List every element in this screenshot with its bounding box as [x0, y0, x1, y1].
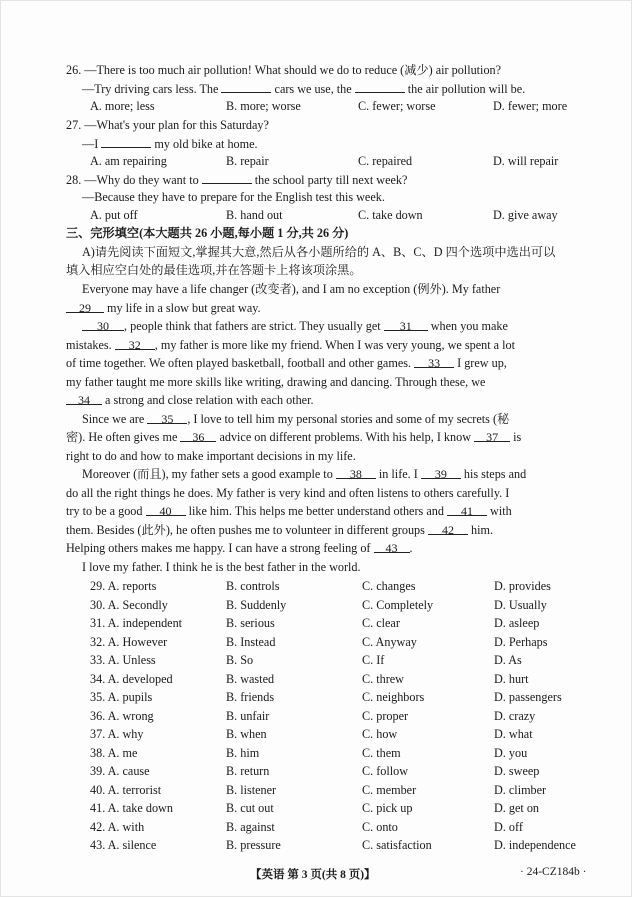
blank-43: 43	[374, 540, 410, 553]
q26-response: —Try driving cars less. The cars we use, the the air pollution will be.	[82, 82, 526, 96]
option-choice: 29. A. reports	[90, 579, 157, 593]
blank-38: 38	[336, 466, 376, 479]
option-choice: C. neighbors	[362, 690, 425, 704]
blank	[101, 135, 151, 148]
option-choice: 34. A. developed	[90, 671, 173, 686]
q26-stem: 26. —There is too much air pollution! What should we do to reduce (减少) air pollution?	[66, 63, 502, 77]
passage-line: 34 a strong and close relation with each other.	[66, 392, 314, 408]
option-choice: B. against	[226, 819, 275, 834]
option-choice: C. proper	[362, 708, 409, 723]
blank	[355, 80, 405, 93]
option: C. repaired	[358, 154, 413, 168]
option-choice: D. climber	[494, 782, 547, 797]
option-choice: D. hurt	[494, 671, 529, 686]
passage-line: 29 my life in a slow but great way.	[66, 300, 261, 316]
option-choice: B. listener	[226, 782, 277, 797]
option: A. am repairing	[90, 154, 167, 168]
blank-29: 29	[66, 300, 104, 313]
option-choice: C. satisfaction	[362, 838, 432, 852]
option-choice: C. onto	[362, 819, 398, 834]
option-choice: C. Completely	[362, 597, 434, 612]
passage-line: 30 , people think that fathers are strict. They usually get 31 when you make	[82, 318, 508, 334]
section-heading: 三、完形填空(本大题共 26 小题,每小题 1 分,共 26 分)	[66, 226, 349, 240]
option-choice: B. unfair	[226, 708, 270, 723]
blank-33: 33	[414, 355, 454, 368]
q27-response: —I my old bike at home.	[82, 137, 258, 151]
option-choice: B. wasted	[226, 671, 275, 686]
option: C. fewer; worse	[358, 99, 436, 113]
option: D. will repair	[493, 154, 559, 168]
option-choice: C. pick up	[362, 801, 413, 815]
q27-stem: 27. —What's your plan for this Saturday?	[66, 118, 269, 132]
passage-line: right to do and how to make important decisions in my life.	[66, 449, 356, 463]
option-choice: 38. A. me	[90, 745, 138, 760]
option-choice: 36. A. wrong	[90, 708, 154, 723]
option-choice: 35. A. pupils	[90, 690, 153, 704]
blank-40: 40	[146, 503, 186, 516]
option-choice: B. cut out	[226, 801, 274, 815]
passage-line: my father taught me more skills like writing, drawing and dancing. Through these, we	[66, 375, 486, 389]
section-instruction: A)请先阅读下面短文,掌握其大意,然后从各小题所给的 A、B、C、D 四个选项中选出可以	[82, 245, 556, 259]
option: C. take down	[358, 208, 423, 222]
option: B. hand out	[226, 208, 283, 222]
blank-32: 32	[115, 337, 155, 350]
option-choice: B. Instead	[226, 634, 276, 649]
blank-31: 31	[384, 318, 428, 331]
blank-41: 41	[447, 503, 487, 516]
passage-line: Helping others makes me happy. I can have a strong feeling of 43 .	[66, 541, 413, 555]
option-choice: B. when	[226, 727, 267, 741]
option: D. give away	[493, 208, 558, 222]
option-choice: 43. A. silence	[90, 838, 157, 852]
option-choice: D. independence	[494, 838, 576, 852]
option-choice: D. get on	[494, 801, 540, 815]
option-choice: D. Perhaps	[494, 634, 548, 649]
passage-line: of time together. We often played basketball, football and other games. 33 I grew up,	[66, 356, 507, 370]
option-choice: C. Anyway	[362, 634, 417, 649]
option-choice: 37. A. why	[90, 727, 144, 741]
option-choice: C. how	[362, 727, 398, 741]
option-choice: 33. A. Unless	[90, 653, 156, 667]
option-choice: C. changes	[362, 579, 416, 593]
option-choice: B. controls	[226, 579, 280, 593]
option-choice: 41. A. take down	[90, 801, 173, 815]
option: B. more; worse	[226, 99, 301, 113]
q28-response: —Because they have to prepare for the English test this week.	[82, 190, 385, 204]
option-choice: D. Usually	[494, 597, 547, 612]
option-choice: 39. A. cause	[90, 764, 150, 778]
option-choice: B. return	[226, 764, 270, 778]
option-choice: C. them	[362, 745, 401, 760]
option-choice: D. asleep	[494, 616, 540, 630]
page-footer: 【英语 第 3 页(共 8 页)】	[250, 869, 376, 881]
blank-30: 30	[82, 318, 124, 331]
blank-42: 42	[428, 522, 468, 535]
blank-37: 37	[474, 429, 510, 442]
option-choice: C. member	[362, 782, 417, 797]
passage-line: Everyone may have a life changer (改变者), and I am no exception (例外). My father	[82, 282, 501, 296]
option-choice: B. So	[226, 653, 254, 667]
passage-line: Since we are 35 , I love to tell him my personal stories and some of my secrets (秘	[82, 412, 510, 426]
option-choice: D. crazy	[494, 708, 536, 723]
option-choice: B. Suddenly	[226, 597, 287, 612]
option-choice: C. threw	[362, 671, 404, 686]
option-choice: B. him	[226, 745, 260, 760]
blank	[221, 80, 271, 93]
option-choice: B. pressure	[226, 838, 281, 852]
option-choice: D. As	[494, 653, 522, 667]
option-choice: C. follow	[362, 764, 409, 778]
passage-line: do all the right things he does. My father is very kind and often listens to others carefully. I	[66, 486, 510, 500]
option-choice: D. sweep	[494, 764, 540, 778]
option-choice: D. passengers	[494, 690, 562, 704]
option: A. put off	[90, 208, 138, 222]
page-code: · 24-CZ184b ·	[520, 866, 587, 878]
passage-line: try to be a good 40 like him. This helps me better understand others and 41 with	[66, 504, 512, 518]
passage-line: 密). He often gives me 36 advice on different problems. With his help, I know 37 is	[66, 430, 522, 444]
option: B. repair	[226, 154, 269, 168]
passage-line: Moreover (而且), my father sets a good example to 38 in life. I 39 his steps and	[82, 467, 527, 481]
option-choice: 40. A. terrorist	[90, 782, 162, 797]
option-choice: 42. A. with	[90, 819, 145, 834]
blank-39: 39	[421, 466, 461, 479]
q28-stem: 28. —Why do they want to the school party till next week?	[66, 173, 408, 187]
section-instruction: 填入相应空白处的最佳选项,并在答题卡上将该项涂黑。	[66, 263, 362, 277]
option-choice: 32. A. However	[90, 634, 168, 649]
option-choice: 31. A. independent	[90, 616, 183, 630]
option-choice: C. If	[362, 653, 385, 667]
option-choice: D. off	[494, 819, 523, 834]
blank-34: 34	[66, 392, 102, 405]
option: A. more; less	[90, 99, 155, 113]
blank-35: 35	[147, 411, 187, 424]
passage-line: mistakes. 32 , my father is more like my friend. When I was very young, we spent a lot	[66, 338, 515, 352]
option-choice: B. friends	[226, 690, 275, 704]
option-choice: D. what	[494, 727, 533, 741]
option-choice: D. provides	[494, 579, 551, 593]
option-choice: C. clear	[362, 616, 400, 630]
option-choice: 30. A. Secondly	[90, 597, 168, 612]
passage-line: I love my father. I think he is the best father in the world.	[82, 560, 361, 574]
option-choice: B. serious	[226, 616, 275, 630]
blank	[202, 171, 252, 184]
passage-line: them. Besides (此外), he often pushes me to volunteer in different groups 42 him.	[66, 523, 493, 537]
blank-36: 36	[180, 429, 216, 442]
option-choice: D. you	[494, 745, 528, 760]
option: D. fewer; more	[493, 99, 568, 113]
